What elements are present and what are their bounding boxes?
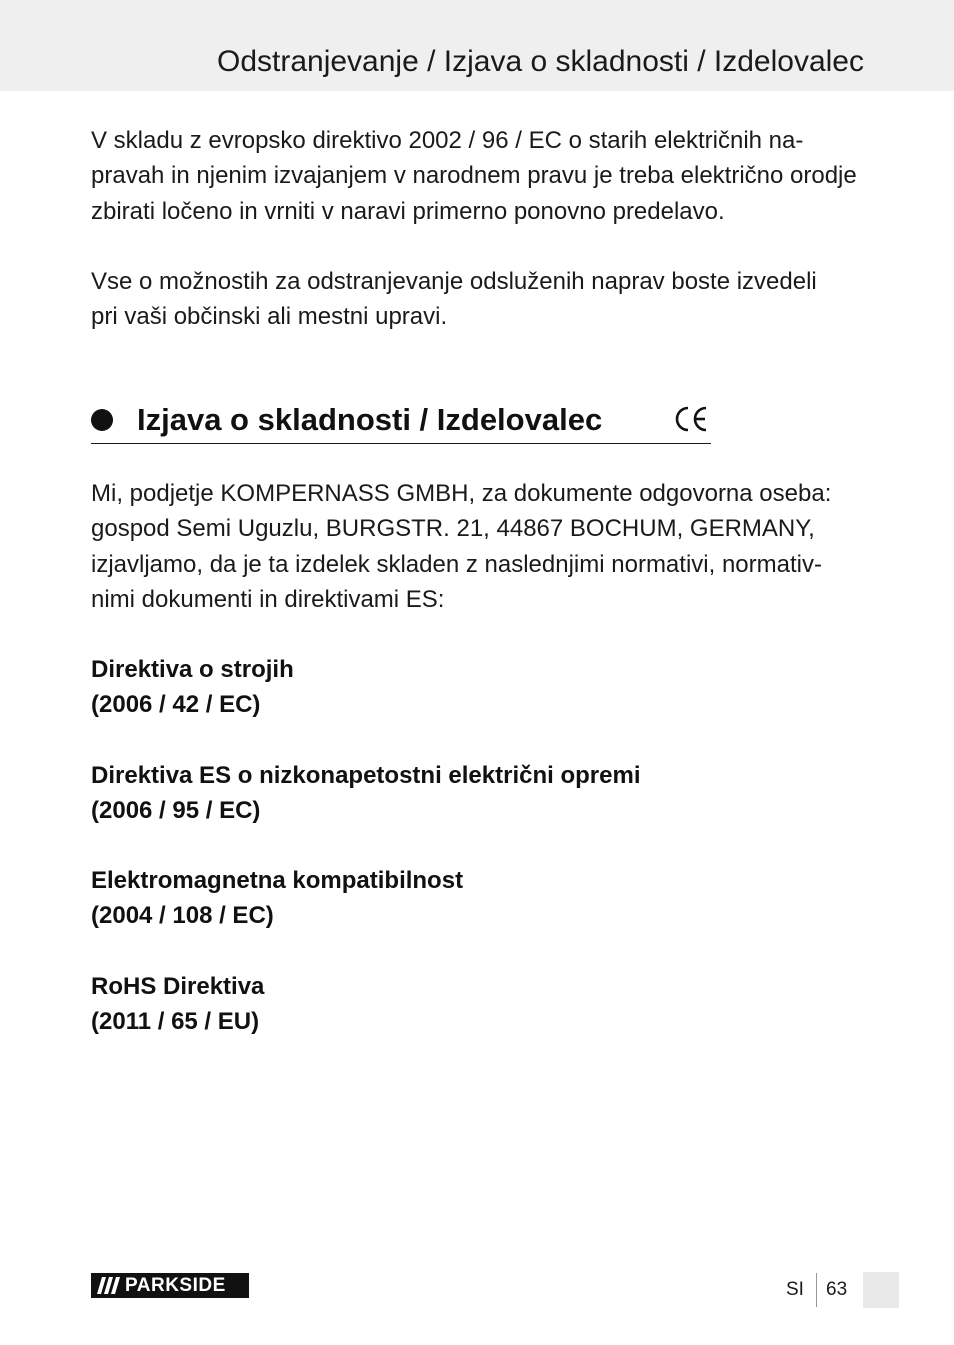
page-number: 63 — [826, 1279, 848, 1300]
directive-code: (2011 / 65 / EU) — [91, 1008, 260, 1036]
ce-mark-icon — [672, 404, 710, 434]
text-line: zbirati ločeno in vrniti v naravi primerno ponovno predelavo. — [91, 197, 725, 225]
logo-slashes-icon — [91, 1273, 125, 1298]
directive-item — [91, 652, 294, 723]
conformity-intro — [91, 476, 871, 617]
directive-item — [91, 969, 264, 1040]
section-heading — [91, 398, 711, 444]
directive-name: RoHS Direktiva — [91, 973, 265, 1000]
directive-item — [91, 758, 640, 829]
directive-code: (2004 / 108 / EC) — [91, 902, 274, 930]
directive-item — [91, 863, 463, 934]
language-code: SI — [786, 1279, 804, 1300]
text-line: Mi, podjetje KOMPERNASS GMBH, za dokumente odgovorna oseba: — [91, 480, 832, 507]
header-band — [0, 0, 954, 91]
page-title: Odstranjevanje / Izjava o skladnosti / Izdelovalec — [216, 45, 864, 78]
bullet-icon — [91, 409, 113, 431]
brand-name: PARKSIDE — [125, 1275, 226, 1296]
text-line: pravah in njenim izvajanjem v narodnem pravu je treba električno orodje — [91, 162, 857, 190]
directive-code: (2006 / 42 / EC) — [91, 691, 261, 719]
directive-code: (2006 / 95 / EC) — [91, 797, 261, 825]
directive-name: Direktiva o strojih — [91, 656, 294, 683]
footer-divider — [816, 1273, 817, 1307]
text-line: pri vaši občinski ali mestni upravi. — [91, 303, 448, 331]
disposal-paragraph-1 — [91, 123, 871, 229]
text-line: Vse o možnostih za odstranjevanje odsluženih naprav boste izvedeli — [91, 268, 817, 295]
text-line: nimi dokumenti in direktivami ES: — [91, 585, 445, 613]
directive-name: Direktiva ES o nizkonapetostni električni opremi — [91, 762, 641, 789]
text-line: izjavljamo, da je ta izdelek skladen z naslednjimi normativi, normativ- — [91, 550, 822, 578]
parkside-logo — [91, 1273, 249, 1298]
text-line: V skladu z evropsko direktivo 2002 / 96 / EC o starih električnih na- — [91, 127, 804, 154]
text-line: gospod Semi Uguzlu, BURGSTR. 21, 44867 BOCHUM, GERMANY, — [91, 515, 815, 543]
directive-name: Elektromagnetna kompatibilnost — [91, 867, 464, 894]
page-tab-marker — [863, 1272, 899, 1308]
disposal-paragraph-2 — [91, 264, 871, 335]
section-heading-text: Izjava o skladnosti / Izdelovalec — [137, 402, 603, 437]
